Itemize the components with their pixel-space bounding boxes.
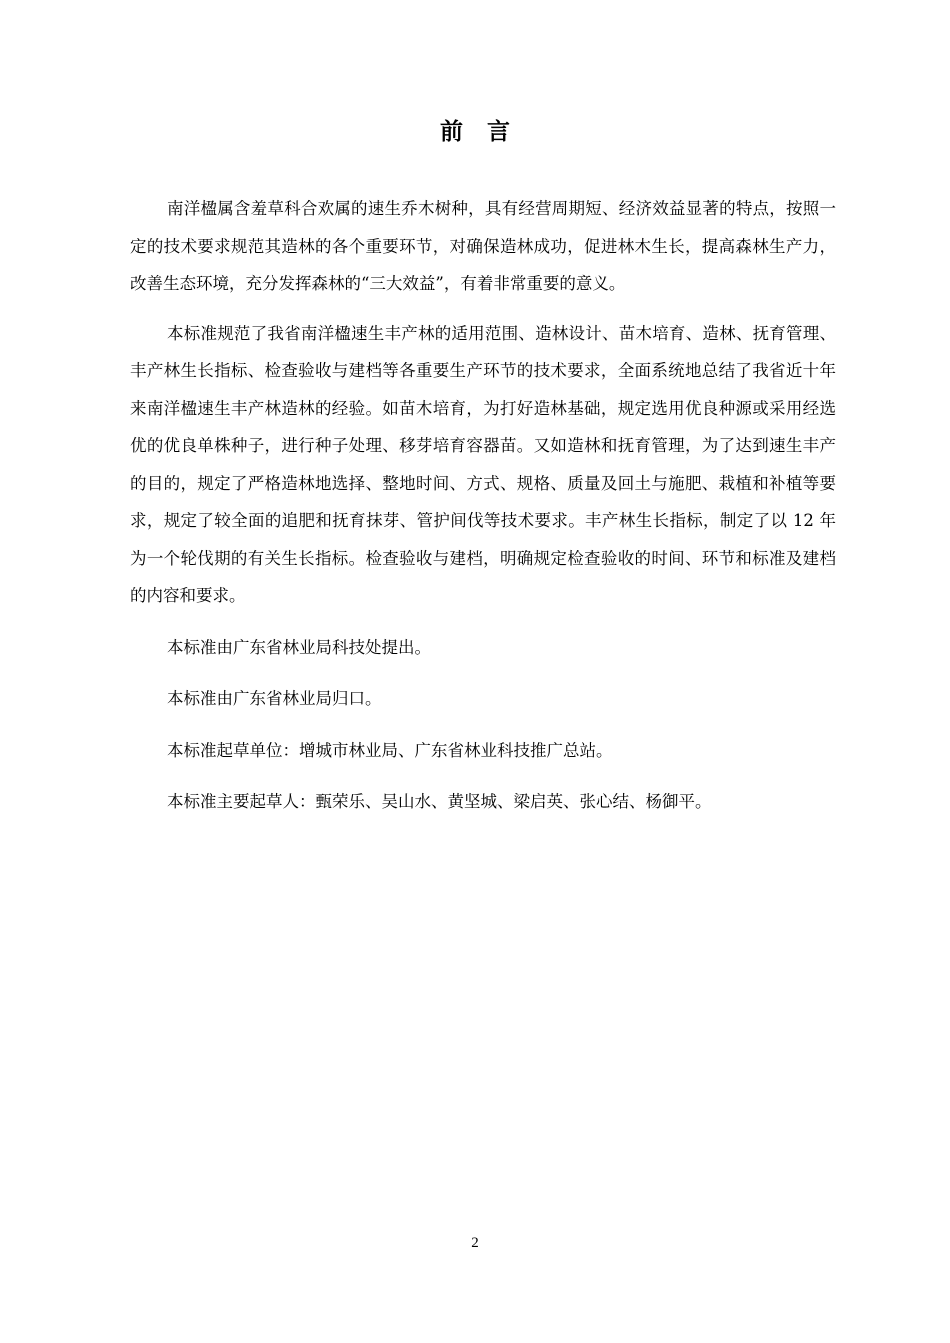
paragraph-proposer: 本标准由广东省林业局科技处提出。 — [167, 637, 431, 657]
paragraph-drafters: 本标准主要起草人：甄荣乐、吴山水、黄坚城、梁启英、张心结、杨御平。 — [167, 792, 712, 811]
document-body — [130, 190, 836, 821]
page-title: 前言 — [440, 119, 534, 145]
page-number: 2 — [471, 1235, 479, 1251]
paragraph-drafting-units: 本标准起草单位：增城市林业局、广东省林业科技推广总站。 — [167, 740, 613, 760]
paragraph-scope: 本标准规范了我省南洋楹速生丰产林的适用范围、造林设计、苗木培育、造林、抚育管理、丰产林生长指标、检查验收与建档等各重要生产环节的技术要求，全面系统地总结了我省近十年来南洋楹速生丰产林造林的经验。如苗木培育，为打好造林基础，规定选用优良种源或采用经选优的优良单株种子，进行种子处理、移芽培育容器苗。又如造林和抚育管理，为了达到速生丰产的目的，规定了严格造林地选择、整地时间、方式、规格、质量及回土与施肥、栽植和补植等要求，规定了较全面的追肥和抚育抹芽、管护间伐等技术要求。丰产林生长指标，制定了以 12 年为一个轮伐期的有关生长指标。检查验收与建档，明确规定检查验收的时间、环节和标准及建档的内容和要求。 — [130, 323, 836, 605]
paragraph-administrator: 本标准由广东省林业局归口。 — [167, 689, 382, 708]
paragraph-intro: 南洋楹属含羞草科合欢属的速生乔木树种，具有经营周期短、经济效益显著的特点，按照一定的技术要求规范其造林的各个重要环节，对确保造林成功，促进林木生长，提高森林生产力，改善生态环境，充分发挥森林的“三大效益”，有着非常重要的意义。 — [130, 199, 836, 293]
